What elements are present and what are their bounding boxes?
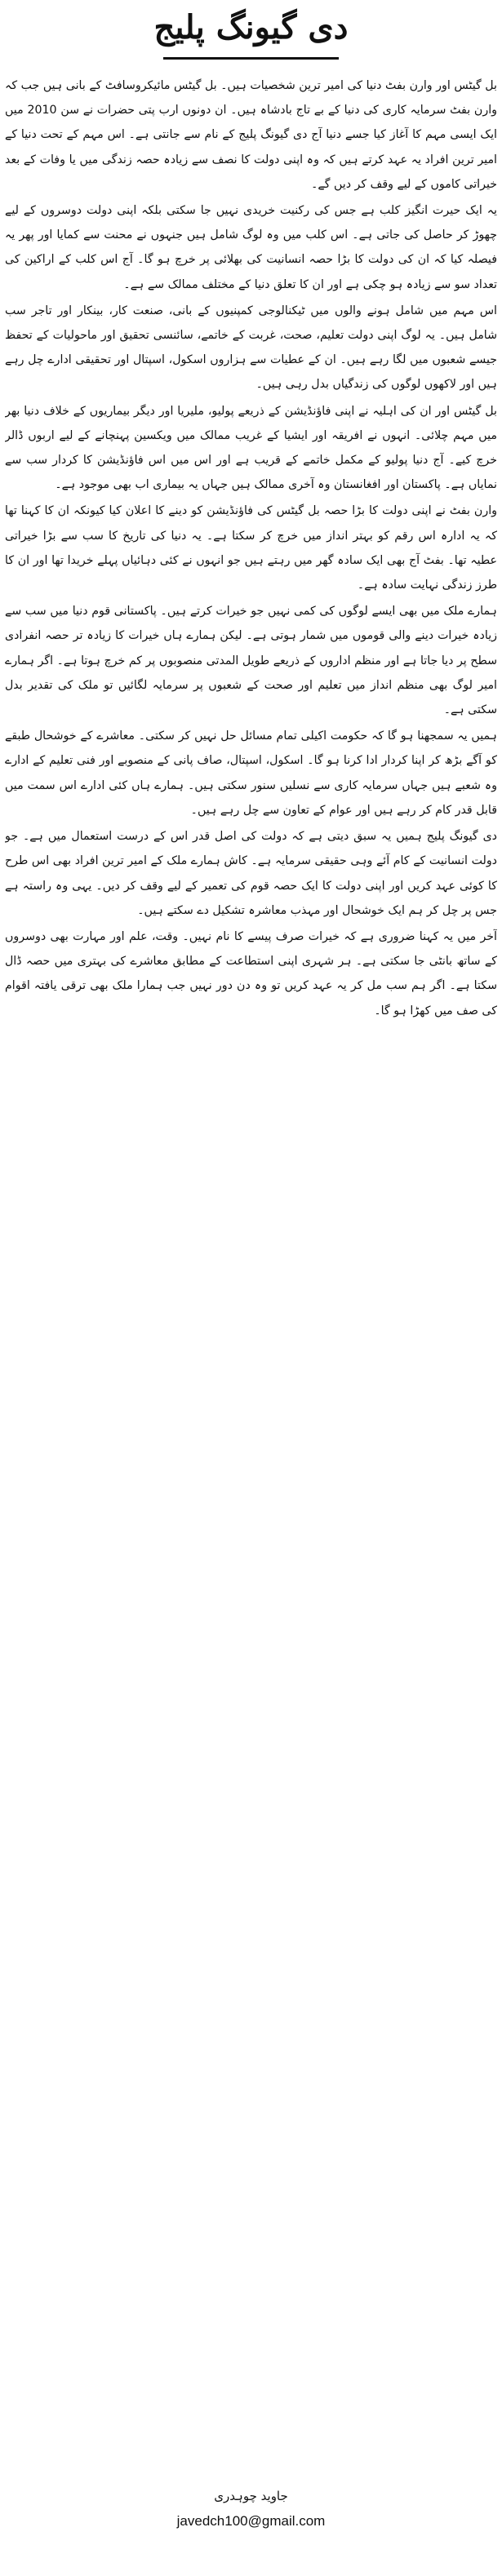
article-text (5, 73, 497, 1023)
paragraph: اس مہم میں شامل ہونے والوں میں ٹیکنالوجی کمپنیوں کے بانی، صنعت کار، بینکار اور تاجر سب شامل ہیں۔ یہ لوگ اپنی دولت تعلیم، صحت، غربت کے خاتمے، سائنسی تحقیق اور ماحولیات کے تحفظ جیسے شعبوں میں لگا رہے ہیں۔ ان کے عطیات سے ہزاروں اسکول، اسپتال اور تحقیقی ادارے چل رہے ہیں اور لاکھوں لوگوں کی زندگیاں بدل رہی ہیں۔ (5, 304, 497, 392)
headline-underline (163, 57, 339, 60)
author-email[interactable]: javedch100@gmail.com (176, 2513, 326, 2529)
paragraph: بل گیٹس اور وارن بفٹ دنیا کی امیر ترین شخصیات ہیں۔ بل گیٹس مائیکروسافٹ کے بانی ہیں جب کہ وارن بفٹ سرمایہ کاری کی دنیا کے بے تاج بادشاہ ہیں۔ ان دونوں ارب پتی حضرات نے سن 2010 میں ایک ایسی مہم کا آغاز کیا جسے دنیا آج دی گیونگ پلیج کے نام سے جانتی ہے۔ اس مہم کے تحت دنیا کے امیر ترین افراد یہ عہد کرتے ہیں کہ وہ اپنی دولت کا نصف سے زیادہ حصہ زندگی میں یا وفات کے بعد خیراتی کاموں کے لیے وقف کر دیں گے۔ (5, 79, 497, 191)
paragraph: وارن بفٹ نے اپنی دولت کا بڑا حصہ بل گیٹس کی فاؤنڈیشن کو دینے کا اعلان کیا کیونکہ ان کا کہنا تھا کہ یہ ادارہ اس رقم کو بہتر انداز میں خرچ کر سکتا ہے۔ یہ دنیا کی تاریخ کا سب سے بڑا خیراتی عطیہ تھا۔ بفٹ آج بھی ایک سادہ گھر میں رہتے ہیں جو انہوں نے کئی دہائیاں پہلے خریدا تھا اور ان کا طرز زندگی نہایت سادہ ہے۔ (5, 504, 497, 592)
paragraph: ہمیں یہ سمجھنا ہو گا کہ حکومت اکیلی تمام مسائل حل نہیں کر سکتی۔ معاشرے کے خوشحال طبقے کو آگے بڑھ کر اپنا کردار ادا کرنا ہو گا۔ اسکول، اسپتال، صاف پانی کے منصوبے اور فنی تعلیم کے ادارے وہ شعبے ہیں جہاں سرمایہ کاری سے نسلیں سنور سکتی ہیں۔ ہمارے ہاں کئی ادارے اس سمت میں قابل قدر کام کر رہے ہیں اور عوام کے تعاون سے چل رہے ہیں۔ (5, 729, 497, 817)
paragraph: دی گیونگ پلیج ہمیں یہ سبق دیتی ہے کہ دولت کی اصل قدر اس کے درست استعمال میں ہے۔ جو دولت انسانیت کے کام آئے وہی حقیقی سرمایہ ہے۔ کاش ہمارے ملک کے امیر ترین افراد بھی اس طرح کا کوئی عہد کریں اور اپنی دولت کا ایک حصہ قوم کی تعمیر کے لیے وقف کر دیں۔ یہی وہ راستہ ہے جس پر چل کر ہم ایک خوشحال اور مہذب معاشرہ تشکیل دے سکتے ہیں۔ (5, 830, 497, 917)
paragraph: بل گیٹس اور ان کی اہلیہ نے اپنی فاؤنڈیشن کے ذریعے پولیو، ملیریا اور دیگر بیماریوں کے خلاف دنیا بھر میں مہم چلائی۔ انہوں نے افریقہ اور ایشیا کے غریب ممالک میں ویکسین پہنچانے کے لیے اربوں ڈالر خرچ کیے۔ آج دنیا پولیو کے مکمل خاتمے کے قریب ہے اور اس میں اس فاؤنڈیشن کا کردار سب سے نمایاں ہے۔ پاکستان اور افغانستان وہ آخری ممالک ہیں جہاں یہ بیماری اب بھی موجود ہے۔ (5, 404, 497, 492)
author-name: جاوید چوہدری (214, 2489, 288, 2503)
paragraph: یہ ایک حیرت انگیز کلب ہے جس کی رکنیت خریدی نہیں جا سکتی بلکہ اپنی دولت دوسروں کے لیے چھوڑ کر حاصل کی جاتی ہے۔ اس کلب میں وہ لوگ شامل ہیں جنہوں نے محنت سے کمایا اور پھر یہ فیصلہ کیا کہ ان کی دولت کا بڑا حصہ انسانیت کی بھلائی پر خرچ ہو گا۔ آج اس کلب کے اراکین کی تعداد سو سے زیادہ ہو چکی ہے اور ان کا تعلق دنیا کے مختلف ممالک سے ہے۔ (5, 204, 497, 291)
article-body (5, 73, 497, 2464)
article-headline: دی گیونگ پلیج (153, 8, 349, 47)
paragraph: آخر میں یہ کہنا ضروری ہے کہ خیرات صرف پیسے کا نام نہیں۔ وقت، علم اور مہارت بھی دوسروں کے ساتھ بانٹی جا سکتی ہے۔ ہر شہری اپنی استطاعت کے مطابق معاشرے کی بہتری میں حصہ ڈال سکتا ہے۔ اگر ہم سب مل کر یہ عہد کریں تو وہ دن دور نہیں جب ہمارا ملک بھی ترقی یافتہ اقوام کی صف میں کھڑا ہو گا۔ (5, 929, 497, 1018)
paragraph: ہمارے ملک میں بھی ایسے لوگوں کی کمی نہیں جو خیرات کرتے ہیں۔ پاکستانی قوم دنیا میں سب سے زیادہ خیرات دینے والی قوموں میں شمار ہوتی ہے۔ لیکن ہمارے ہاں خیرات کا زیادہ تر حصہ انفرادی سطح پر دیا جاتا ہے اور منظم اداروں کے ذریعے طویل المدتی منصوبوں پر کم خرچ ہوتا ہے۔ اگر ہمارے امیر لوگ بھی منظم انداز میں تعلیم اور صحت کے شعبوں پر سرمایہ لگائیں تو ملک کی تقدیر بدل سکتی ہے۔ (5, 605, 497, 717)
